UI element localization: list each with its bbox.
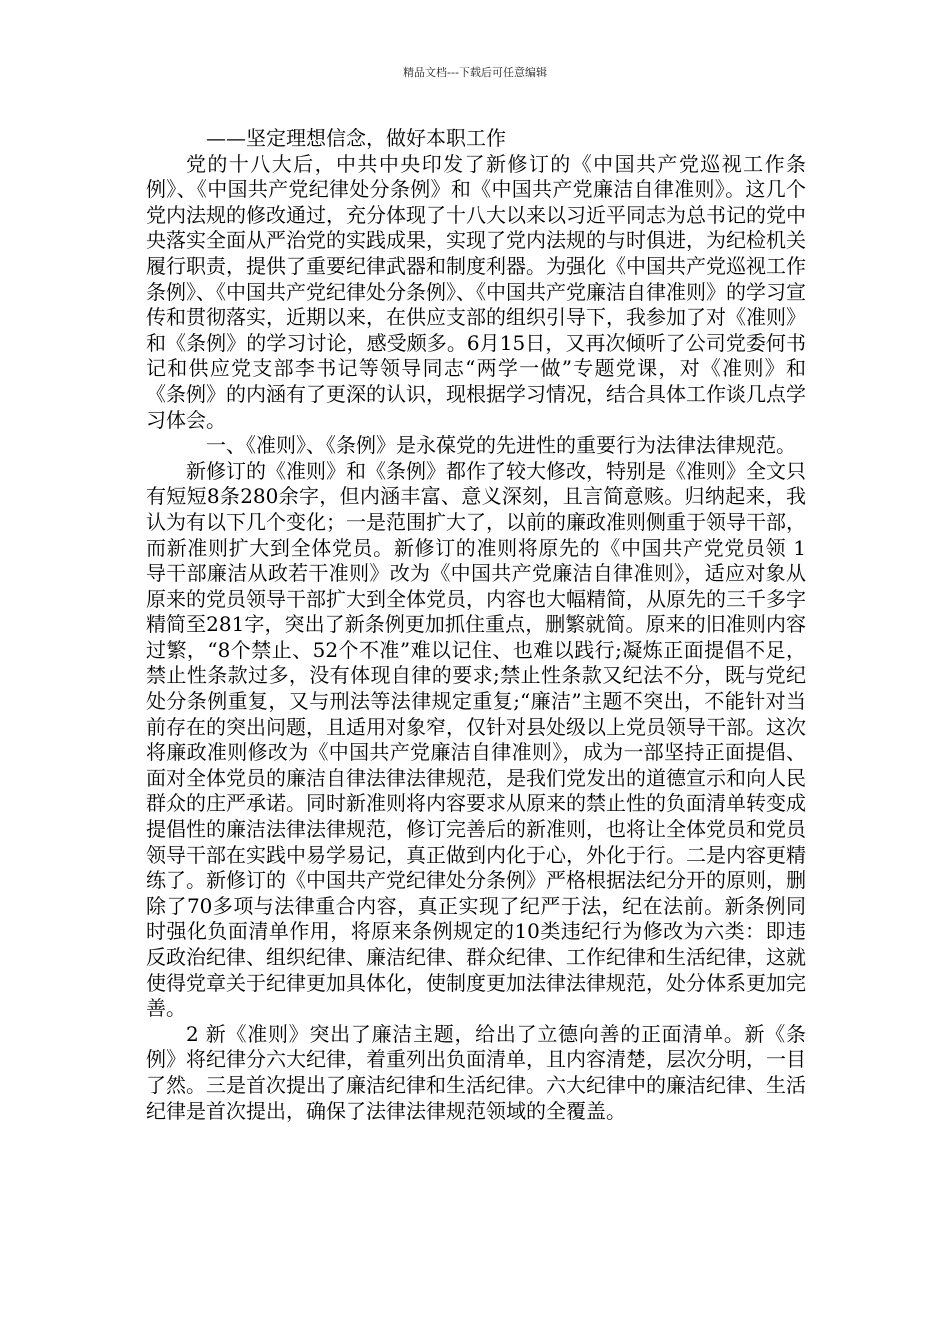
paragraph-changes: 新修订的《准则》和《条例》都作了较大修改，特别是《准则》全文只有短短8条280余字，但内涵丰富、意义深刻，且言简意赅。归纳起来，我认为有以下几个变化；一是范围扩大了，以前的廉政准则侧重于领导干部，而新准则扩大到全体党员。新修订的准则将原先的《中国共产党党员领 1 导干部廉洁从政若干准则》改为《中国共产党廉洁自律准则》，适应对象从原来的党员领导干部扩大到全体党员，内容也大幅精简，从原先的三千多字精简至281字，突出了新条例更加抓住重点，删繁就简。原来的旧准则内容过繁，“8个禁止、52个不准”难以记住、也难以践行;凝炼正面提倡不足，禁止性条款过多，没有体现自律的要求;禁止性条款又纪法不分，既与党纪处分条例重复，又与刑法等法律规定重复;“廉洁”主题不突出，不能针对当前存在的突出问题，且适用对象窄，仅针对县处级以上党员领导干部。这次将廉政准则修改为《中国共产党廉洁自律准则》，成为一部坚持正面提倡、面对全体党员的廉洁自律法律法律规范，是我们党发出的道德宣示和向人民群众的庄严承诺。同时新准则将内容要求从原来的禁止性的负面清单转变成提倡性的廉洁法律法律规范，修订完善后的新准则，也将让全体党员和党员领导干部在实践中易学易记，真正做到内化于心，外化于行。二是内容更精练了。新修订的《中国共产党纪律处分条例》严格根据法纪分开的原则，删除了70多项与法律重合内容，真正实现了纪严于法，纪在法前。新条例同时强化负面清单作用，将原来条例规定的10类违纪行为修改为六类：即违反政治纪律、组织纪律、廉洁纪律、群众纪律、工作纪律和生活纪律，这就使得党章关于纪律更加具体化，使制度更加法律法律规范，处分体系更加完善。	[146, 458, 806, 1021]
page-header: 精品文档---下载后可任意编辑	[403, 66, 547, 79]
paragraph-clean-theme: 2 新《准则》突出了廉洁主题，给出了立德向善的正面清单。新《条例》将纪律分六大纪律，着重列出负面清单，且内容清楚，层次分明，一目了然。三是首次提出了廉洁纪律和生活纪律。六大纪律中的廉洁纪律、生活纪律是首次提出，确保了法律法律规范领域的全覆盖。	[146, 1021, 806, 1123]
paragraph-intro: 党的十八大后，中共中央印发了新修订的《中国共产党巡视工作条例》、《中国共产党纪律处分条例》和《中国共产党廉洁自律准则》。这几个党内法规的修改通过，充分体现了十八大以来以习近平同志为总书记的党中央落实全面从严治党的实践成果，实现了党内法规的与时俱进，为纪检机关履行职责，提供了重要纪律武器和制度利器。为强化《中国共产党巡视工作条例》、《中国共产党纪律处分条例》、《中国共产党廉洁自律准则》的学习宣传和贯彻落实，近期以来，在供应支部的组织引导下，我参加了对《准则》和《条例》的学习讨论，感受颇多。6月15日，又再次倾听了公司党委何书记和供应党支部李书记等领导同志“两学一做”专题党课，对《准则》和《条例》的内涵有了更深的认识，现根据学习情况，结合具体工作谈几点学习体会。	[146, 151, 806, 432]
document-body	[146, 126, 806, 1124]
section-heading-1: 一、《准则》、《条例》是永葆党的先进性的重要行为法律法律规范。	[206, 433, 796, 458]
document-subtitle: ——坚定理想信念，做好本职工作	[206, 126, 506, 150]
